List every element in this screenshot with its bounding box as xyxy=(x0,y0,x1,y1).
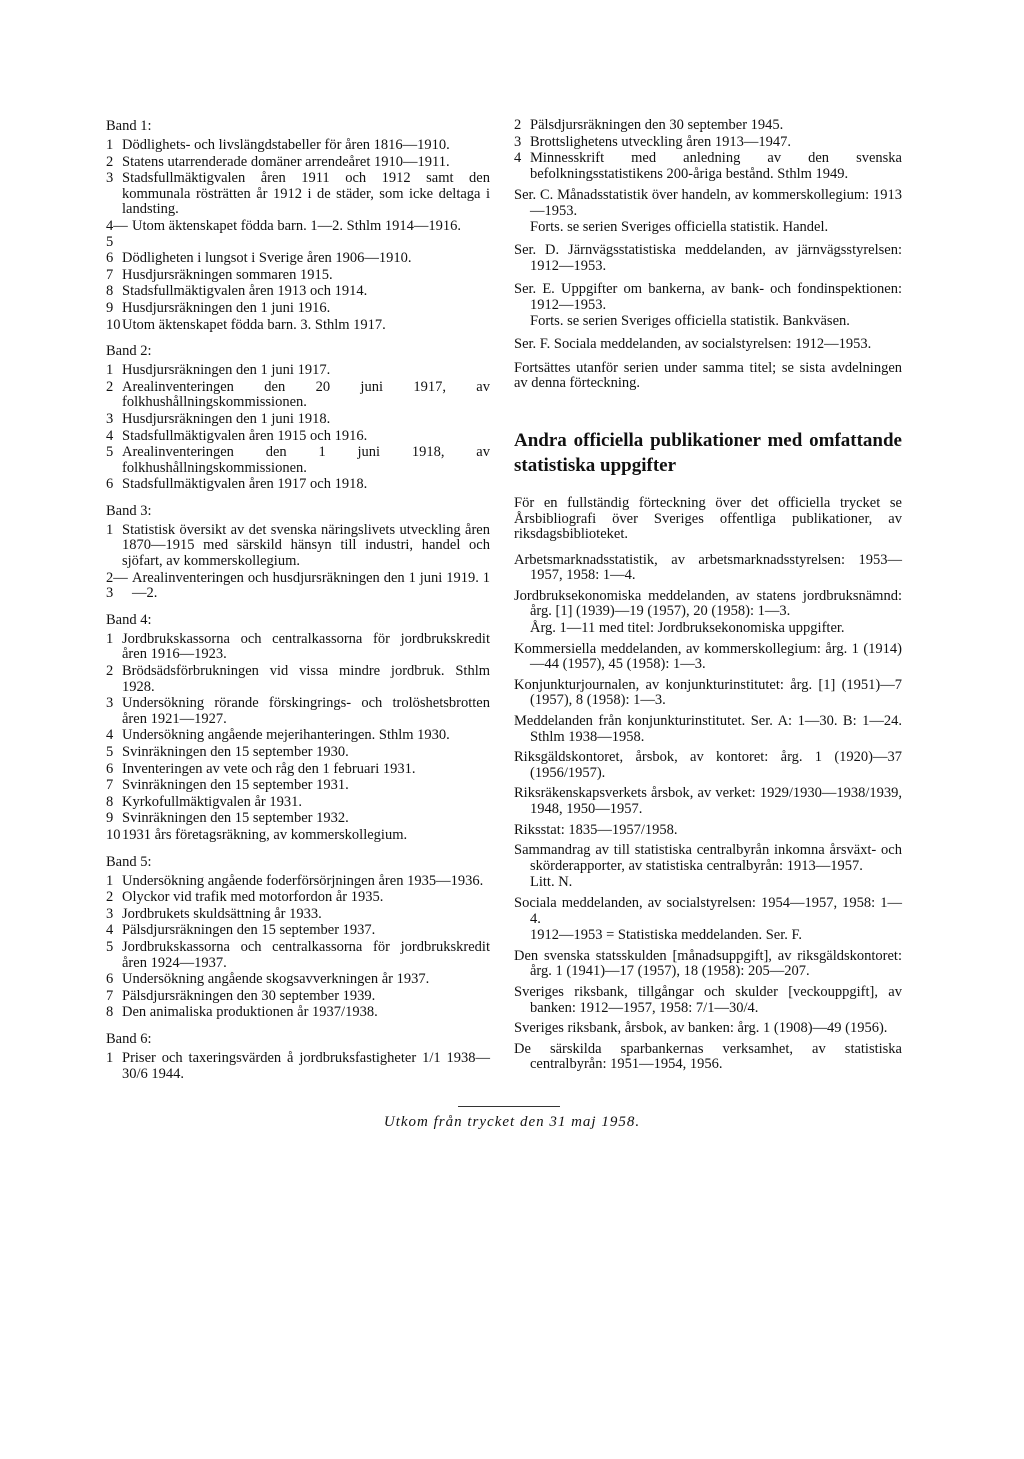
entry-text: 1931 års företagsräkning, av kommerskollegium. xyxy=(122,826,408,843)
band-entry xyxy=(106,696,490,727)
band-entry xyxy=(106,1005,490,1021)
entry-text: Undersökning angående foderförsörjningen åren 1935—1936. xyxy=(122,872,484,889)
publication-entry: Riksstat: 1835—1957/1958. xyxy=(514,821,678,838)
publication-entry: De särskilda sparbankernas verksamhet, av statistiska centralbyrån: 1951—1954, 1956. xyxy=(514,1040,902,1073)
entry-number: 6 xyxy=(106,476,114,493)
entry-number: 4 xyxy=(514,150,522,167)
entry-number: 9 xyxy=(106,299,114,316)
entry-text: Stadsfullmäktigvalen åren 1915 och 1916. xyxy=(122,427,368,444)
band-entry xyxy=(106,138,490,154)
publication-note: Litt. N. xyxy=(530,874,573,891)
series-entry xyxy=(514,243,902,274)
entry-number: 4 xyxy=(106,427,114,444)
band-entry xyxy=(106,762,490,778)
band-entry xyxy=(106,380,490,411)
entry-text: Husdjursräkningen den 1 juni 1918. xyxy=(122,410,331,427)
entry-text: Pälsdjursräkningen den 15 september 1937. xyxy=(122,922,376,939)
entry-text: Arealinventeringen den 1 juni 1918, av folkhushållningskommissionen. xyxy=(122,444,490,476)
band-entry xyxy=(106,219,490,250)
band-entry xyxy=(106,632,490,663)
band-entry xyxy=(106,778,490,794)
entry-text: Den animaliska produktionen år 1937/1938. xyxy=(122,1004,378,1021)
entry-text: Svinräkningen den 15 september 1932. xyxy=(122,810,349,827)
entry-number: 1 xyxy=(106,362,114,379)
band-entry xyxy=(106,268,490,284)
entry-number: 3 xyxy=(106,410,114,427)
band-block xyxy=(106,503,490,602)
entry-number: 8 xyxy=(106,283,114,300)
entry-number: 9 xyxy=(106,810,114,827)
entry-number: 7 xyxy=(106,987,114,1004)
band-heading: Band 5: xyxy=(106,853,152,870)
publication-entry: Sociala meddelanden, av socialstyrelsen: 1954—1957, 1958: 1—4. xyxy=(514,894,902,927)
band-heading: Band 4: xyxy=(106,611,152,628)
band-entry xyxy=(106,571,490,602)
publication-note: 1912—1953 = Statistiska meddelanden. Ser. F. xyxy=(530,927,803,944)
series-entry xyxy=(514,282,902,329)
band-heading: Band 6: xyxy=(106,1030,152,1047)
entry-number: 4—5 xyxy=(106,217,128,250)
entry-number: 3 xyxy=(106,905,114,922)
band-block xyxy=(106,854,490,1021)
entry-text: Husdjursräkningen den 1 juni 1917. xyxy=(122,362,331,379)
series-list xyxy=(514,188,902,352)
band-entry xyxy=(106,728,490,744)
entry-text: Brottslighetens utveckling åren 1913—1947. xyxy=(530,133,791,150)
entry-number: 2 xyxy=(106,153,114,170)
entry-text: Dödlighets- och livslängdstabeller för åren 1816—1910. xyxy=(122,137,450,153)
entry-text: Undersökning angående mejerihanteringen. Sthlm 1930. xyxy=(122,727,450,744)
band-entry xyxy=(106,795,490,811)
band-entry xyxy=(106,874,490,890)
band-heading: Band 1: xyxy=(106,118,152,134)
entry-number: 6 xyxy=(106,971,114,988)
band-entry xyxy=(106,318,490,334)
entry-text: Undersökning angående skogsavverkningen år 1937. xyxy=(122,971,430,988)
entry-number: 1 xyxy=(106,872,114,889)
band-entry xyxy=(106,477,490,493)
entry-number: 8 xyxy=(106,793,114,810)
entry-number: 2 xyxy=(106,889,114,906)
band-entry xyxy=(514,118,902,134)
band-entry xyxy=(106,523,490,570)
band-entry xyxy=(106,301,490,317)
entry-text: Husdjursräkningen sommaren 1915. xyxy=(122,266,333,283)
entry-text: Stadsfullmäktigvalen åren 1911 och 1912 samt den kommunala rösträtten år 1912 i de städer, som icke deltaga i landsting. xyxy=(122,170,490,218)
band-entry xyxy=(106,284,490,300)
footer-rule xyxy=(458,1106,560,1107)
left-column xyxy=(106,118,490,1092)
band-entry xyxy=(106,363,490,379)
entry-text: Arealinventeringen den 20 juni 1917, av folkhushållningskommissionen. xyxy=(122,378,490,411)
series-title: Ser. D. Järnvägsstatistiska meddelanden, av järnvägsstyrelsen: 1912—1953. xyxy=(514,242,902,274)
entry-number: 2—3 xyxy=(106,569,128,602)
entry-number: 1 xyxy=(106,630,114,647)
publication-entry: Riksgäldskontoret, årsbok, av kontoret: årg. 1 (1920)—37 (1956/1957). xyxy=(514,749,902,781)
band-entry xyxy=(106,445,490,476)
entry-text: Priser och taxeringsvärden å jordbruksfastigheter 1/1 1938—30/6 1944. xyxy=(122,1049,490,1082)
entry-number: 7 xyxy=(106,266,114,283)
entry-number: 8 xyxy=(106,1004,114,1021)
right-column xyxy=(514,118,902,1078)
series-title: Ser. E. Uppgifter om bankerna, av bank- och fondinspektionen: 1912—1953. xyxy=(514,281,902,313)
entry-text: Utom äktenskapet födda barn. 3. Sthlm 1917. xyxy=(122,316,386,333)
entry-number: 1 xyxy=(106,521,114,538)
entry-text: Jordbrukets skuldsättning år 1933. xyxy=(122,905,322,922)
entry-text: Jordbrukskassorna och centralkassorna för jordbrukskredit åren 1916—1923. xyxy=(122,630,490,663)
footer-imprint: Utkom från trycket den 31 maj 1958. xyxy=(383,1114,641,1130)
entry-number: 5 xyxy=(106,444,114,461)
band-entry xyxy=(514,151,902,182)
entry-text: Arealinventeringen och husdjursräkningen den 1 juni 1919. 1—2. xyxy=(132,569,490,602)
publication-entry: Meddelanden från konjunkturinstitutet. Ser. A: 1—30. B: 1—24. Sthlm 1938—1958. xyxy=(514,713,902,745)
entry-text: Stadsfullmäktigvalen åren 1917 och 1918. xyxy=(122,476,368,493)
entry-number: 6 xyxy=(106,760,114,777)
entry-number: 3 xyxy=(514,133,522,150)
entry-number: 5 xyxy=(106,938,114,955)
entry-text: Minnesskrift med anledning av den svenska befolkningsstatistikens 200-åriga bestånd. Sthlm 1949. xyxy=(530,150,902,182)
entry-text: Pälsdjursräkningen den 30 september 1945. xyxy=(530,117,784,133)
continuation-note: Fortsättes utanför serien under samma titel; se sista avdelningen av denna förteckning. xyxy=(514,359,902,392)
entry-text: Statistisk översikt av det svenska näringslivets utveckling åren 1870—1915 med särskild hänsyn till industri, handel och sjöfart, av kommerskollegium. xyxy=(122,521,490,570)
band-block xyxy=(106,118,490,333)
entry-text: Jordbrukskassorna och centralkassorna för jordbrukskredit åren 1924—1937. xyxy=(122,938,490,971)
publication-entry: Sammandrag av till statistiska centralbyrån inkomna årsväxt- och skörderapporter, av statistiska centralbyrån: 1913—1957. xyxy=(514,842,902,874)
entry-number: 2 xyxy=(106,378,114,395)
series-entry xyxy=(514,188,902,235)
publication-entry: Sveriges riksbank, årsbok, av banken: årg. 1 (1908)—49 (1956). xyxy=(514,1020,888,1037)
band-entry xyxy=(106,890,490,906)
publication-entry: Jordbruksekonomiska meddelanden, av statens jordbruksnämnd: årg. [1] (1939)—19 (1957), 20 (1958): 1—3. xyxy=(514,587,902,620)
band-entry xyxy=(106,1051,490,1082)
series-title: Ser. F. Sociala meddelanden, av socialstyrelsen: 1912—1953. xyxy=(514,336,872,353)
band-entry xyxy=(106,811,490,827)
entry-number: 7 xyxy=(106,777,114,794)
entry-text: Dödligheten i lungsot i Sverige åren 1906—1910. xyxy=(122,250,412,267)
band-entry xyxy=(106,429,490,445)
band-continued-list xyxy=(514,118,902,182)
band-entry xyxy=(106,972,490,988)
section-heading: Andra officiella publikationer med omfattande statistiska uppgifter xyxy=(514,429,902,476)
entry-number: 2 xyxy=(106,663,114,680)
series-note: Forts. se serien Sveriges officiella statistik. Bankväsen. xyxy=(530,312,850,329)
entry-text: Pälsdjursräkningen den 30 september 1939. xyxy=(122,987,376,1004)
band-block xyxy=(106,343,490,493)
entry-text: Kyrkofullmäktigvalen år 1931. xyxy=(122,793,302,810)
entry-number: 2 xyxy=(514,117,522,133)
entry-number: 1 xyxy=(106,137,114,153)
band-entry xyxy=(106,923,490,939)
entry-number: 10 xyxy=(106,826,121,843)
band-entry xyxy=(106,412,490,428)
band-entry xyxy=(106,664,490,695)
entry-text: Brödsädsförbrukningen vid vissa mindre jordbruk. Sthlm 1928. xyxy=(122,663,490,695)
entry-text: Utom äktenskapet födda barn. 1—2. Sthlm 1914—1916. xyxy=(132,217,462,234)
band-entry xyxy=(106,940,490,971)
band-entry xyxy=(106,989,490,1005)
entry-text: Undersökning rörande förskingrings- och trolöshetsbrotten åren 1921—1927. xyxy=(122,695,490,727)
publication-entry: Konjunkturjournalen, av konjunkturinstitutet: årg. [1] (1951)—7 (1957), 8 (1958): 1—3. xyxy=(514,676,902,709)
band-heading: Band 3: xyxy=(106,502,152,519)
band-entry xyxy=(106,251,490,267)
entry-text: Olyckor vid trafik med motorfordon år 1935. xyxy=(122,889,384,906)
band-block xyxy=(106,612,490,844)
publications-list xyxy=(514,553,902,1073)
entry-number: 6 xyxy=(106,250,114,267)
band-entry xyxy=(514,135,902,151)
entry-text: Svinräkningen den 15 september 1931. xyxy=(122,777,349,794)
publication-entry: Den svenska statsskulden [månadsuppgift], av riksgäldskontoret: årg. 1 (1941)—17 (1957), 18 (1958): 205—207. xyxy=(514,947,902,980)
publication-entry: Arbetsmarknadsstatistik, av arbetsmarknadsstyrelsen: 1953—1957, 1958: 1—4. xyxy=(514,551,902,584)
band-entry xyxy=(106,907,490,923)
series-note: Forts. se serien Sveriges officiella statistik. Handel. xyxy=(530,218,829,235)
entry-number: 5 xyxy=(106,744,114,760)
entry-number: 10 xyxy=(106,316,121,333)
entry-number: 4 xyxy=(106,922,114,939)
band-block xyxy=(106,1031,490,1082)
publication-entry: Riksräkenskapsverkets årsbok, av verket: 1929/1930—1938/1939, 1948, 1950—1957. xyxy=(514,785,902,817)
entry-number: 3 xyxy=(106,695,114,712)
band-entry xyxy=(106,171,490,218)
entry-text: Inventeringen av vete och råg den 1 februari 1931. xyxy=(122,760,416,777)
entry-text: Statens utarrenderade domäner arrendeåret 1910—1911. xyxy=(122,153,450,170)
entry-number: 1 xyxy=(106,1049,114,1066)
band-entry xyxy=(106,745,490,761)
band-entry xyxy=(106,828,490,844)
series-title: Ser. C. Månadsstatistik över handeln, av kommerskollegium: 1913—1953. xyxy=(514,187,902,219)
publication-entry: Kommersiella meddelanden, av kommerskollegium: årg. 1 (1914)—44 (1957), 45 (1958): 1—3. xyxy=(514,640,902,673)
entry-text: Stadsfullmäktigvalen åren 1913 och 1914. xyxy=(122,283,368,300)
intro-paragraph: För en fullständig förteckning över det officiella trycket se Årsbibliografi över Sveriges offentliga publikationer, av riksdagsbiblioteket. xyxy=(514,494,902,543)
series-entry xyxy=(514,337,902,353)
publication-entry: Sveriges riksbank, tillgångar och skulder [veckouppgift], av banken: 1912—1957, 1958: 7/1—30/4. xyxy=(514,983,902,1016)
band-heading: Band 2: xyxy=(106,343,152,360)
entry-text: Svinräkningen den 15 september 1930. xyxy=(122,744,349,760)
band-entry xyxy=(106,155,490,171)
entry-number: 4 xyxy=(106,727,114,744)
publication-note: Årg. 1—11 med titel: Jordbruksekonomiska uppgifter. xyxy=(530,620,845,637)
entry-text: Husdjursräkningen den 1 juni 1916. xyxy=(122,299,331,316)
entry-number: 3 xyxy=(106,170,114,187)
